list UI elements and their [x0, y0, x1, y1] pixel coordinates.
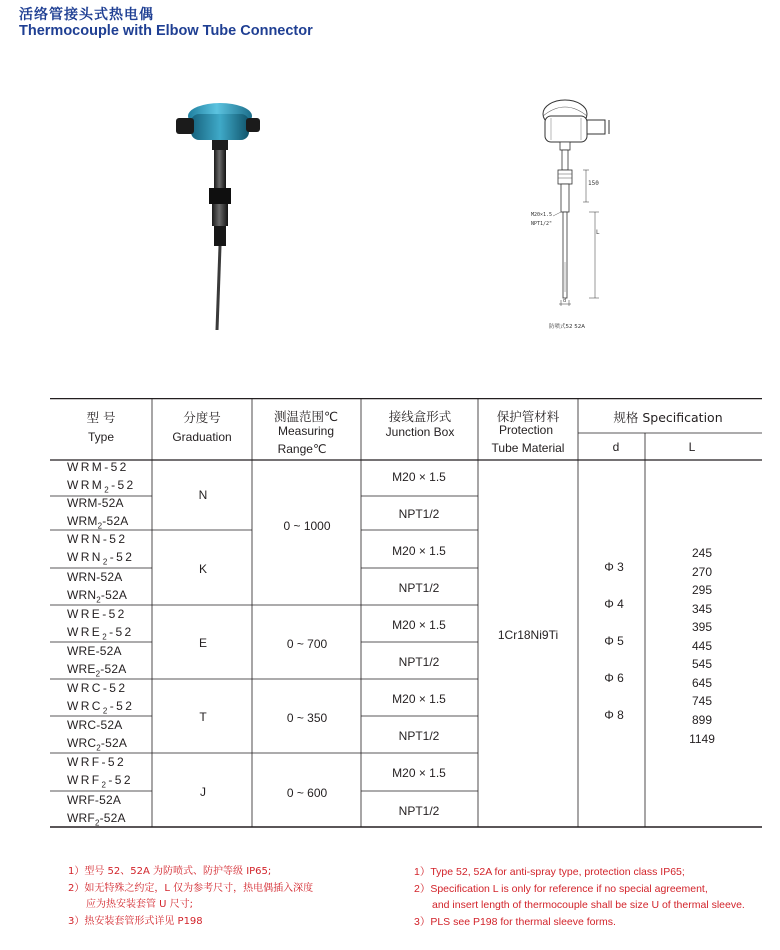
range-cell: 0 ~ 350: [286, 711, 328, 725]
type-row: $WRE_2-52$: [67, 625, 134, 642]
type-row: WRE-52A: [67, 644, 122, 658]
L-value: 295: [691, 583, 713, 597]
jbox-cell: NPT1/2: [398, 581, 440, 595]
table-grid: [50, 398, 762, 828]
title-english: Thermocouple with Elbow Tube Connector: [19, 23, 313, 39]
type-row: WRF-52: [67, 755, 127, 769]
header-grad-en: Graduation: [172, 430, 232, 444]
range-cell: 0 ~ 700: [286, 637, 328, 651]
connector: [212, 204, 228, 226]
material-cell: 1Cr18Ni9Ti: [497, 628, 559, 642]
type-row: $WRM_2-52$: [67, 478, 136, 495]
header-prot-cn: 保护管材料: [496, 409, 560, 424]
type-row: $WRN_2-52$: [67, 550, 135, 567]
header-type-en: Type: [87, 430, 115, 444]
header-prot-en1: Protection: [498, 423, 554, 437]
type-row: WRM-52: [67, 460, 129, 474]
L-value: 645: [691, 676, 713, 690]
note-cn-1: 1）型号 52、52A 为防喷式、防护等级 IP65;: [68, 866, 272, 877]
thread-label-m20: M20×1.5: [531, 212, 553, 218]
header-range-cn: 测温范围℃: [273, 409, 339, 424]
title-chinese: 活络管接头式热电偶: [19, 7, 154, 23]
L-value: 899: [691, 713, 713, 727]
L-value: 270: [691, 565, 713, 579]
type-row: $WRF_2-52A$: [67, 811, 126, 828]
L-value: 445: [691, 639, 713, 653]
header-range-en2: Range℃: [277, 442, 327, 456]
header-range-en1: Measuring: [277, 424, 335, 438]
graduation-cell: K: [198, 562, 208, 576]
note-en-2: 2）Specification L is only for reference if no special agreement,: [414, 882, 708, 895]
graduation-cell: J: [200, 785, 206, 799]
jbox-cell: M20 × 1.5: [392, 618, 446, 632]
notes-chinese: [68, 864, 313, 930]
L-value: 545: [691, 657, 713, 671]
cable-gland-right: [246, 118, 260, 132]
jbox-cell: M20 × 1.5: [392, 470, 446, 484]
L-value: 345: [691, 602, 713, 616]
header-jbox-en: Junction Box: [385, 425, 455, 439]
neck: [212, 140, 228, 150]
L-value: 245: [691, 546, 713, 560]
note-en-1: 1）Type 52, 52A for anti-spray type, protection class IP65;: [414, 866, 685, 878]
jbox-cell: M20 × 1.5: [392, 766, 446, 780]
jbox-cell: NPT1/2: [398, 729, 440, 743]
L-value: 395: [691, 620, 713, 634]
type-row: WRM-52A: [67, 496, 124, 510]
header-grad-cn: 分度号: [183, 410, 221, 425]
type-row: $WRE_2-52A$: [67, 662, 127, 679]
graduation-cell: T: [199, 710, 207, 724]
jbox-cell: M20 × 1.5: [392, 692, 446, 706]
type-row: $WRC_2-52A$: [67, 736, 128, 753]
type-row: $WRC_2-52$: [67, 699, 135, 716]
dim-d: d: [563, 298, 567, 304]
dim-150: 150: [588, 180, 599, 187]
product-photo: [170, 94, 270, 334]
graduation-cell: E: [198, 636, 208, 650]
note-cn-2: 2）如无特殊之约定，L 仅为参考尺寸，热电偶插入深度: [68, 882, 314, 894]
type-row: $WRM_2-52A$: [67, 514, 129, 531]
specification-table: [50, 398, 762, 828]
stem: [214, 150, 226, 188]
type-row: WRC-52A: [67, 718, 123, 732]
lower-fitting: [214, 226, 226, 246]
head-body: [191, 114, 249, 140]
note-en-3: 3）PLS see P198 for thermal sleeve forms.: [414, 915, 616, 928]
d-value: Φ 5: [604, 634, 624, 648]
drawing-nut: [558, 170, 572, 184]
header-type-cn: 型 号: [86, 410, 116, 425]
jbox-cell: NPT1/2: [398, 655, 440, 669]
header-jbox-cn: 接线盒形式: [388, 409, 452, 424]
jbox-cell: NPT1/2: [398, 804, 440, 818]
thread-label-npt: NPT1/2": [531, 221, 553, 227]
note-cn-3: 3）热安装套管形式详见 P198: [68, 915, 203, 927]
type-row: WRE-52: [67, 607, 127, 621]
header-prot-en2: Tube Material: [491, 441, 565, 455]
d-value: Φ 8: [604, 708, 624, 722]
L-value: 745: [691, 694, 713, 708]
dim-L: L: [596, 229, 600, 236]
drawing-stem: [562, 150, 568, 170]
type-row: WRF-52A: [67, 793, 122, 807]
protection-tube: [217, 246, 220, 330]
range-cell: 0 ~ 1000: [283, 519, 331, 533]
type-row: WRN-52A: [67, 570, 123, 584]
drawing-cable-gland: [587, 120, 605, 134]
note-cn-2b: 应为热安装套管 U 尺寸;: [86, 899, 194, 910]
header-L: L: [688, 440, 696, 454]
graduation-cell: N: [198, 488, 208, 502]
header-spec: 规格 Specification: [613, 410, 723, 425]
d-value: Φ 6: [604, 671, 624, 685]
d-value: Φ 4: [604, 597, 624, 611]
drawing-caption: 防喷式52 52A: [549, 324, 586, 330]
jbox-cell: NPT1/2: [398, 507, 440, 521]
nut: [209, 188, 231, 204]
type-row: $WRF_2-52$: [67, 773, 133, 790]
type-row: WRC-52: [67, 681, 128, 695]
d-value: Φ 3: [604, 560, 624, 574]
drawing-connector: [561, 184, 569, 212]
range-cell: 0 ~ 600: [286, 786, 328, 800]
notes-english: [414, 864, 745, 930]
type-row: $WRN_2-52A$: [67, 588, 128, 605]
header-d: d: [612, 440, 620, 454]
note-en-2b: and insert length of thermocouple shall be size U of thermal sleeve.: [432, 899, 745, 911]
jbox-cell: M20 × 1.5: [392, 544, 446, 558]
technical-drawing: [525, 92, 635, 332]
type-row: WRN-52: [67, 532, 128, 546]
L-value: 1149: [689, 732, 715, 746]
cable-gland-left: [176, 118, 194, 134]
